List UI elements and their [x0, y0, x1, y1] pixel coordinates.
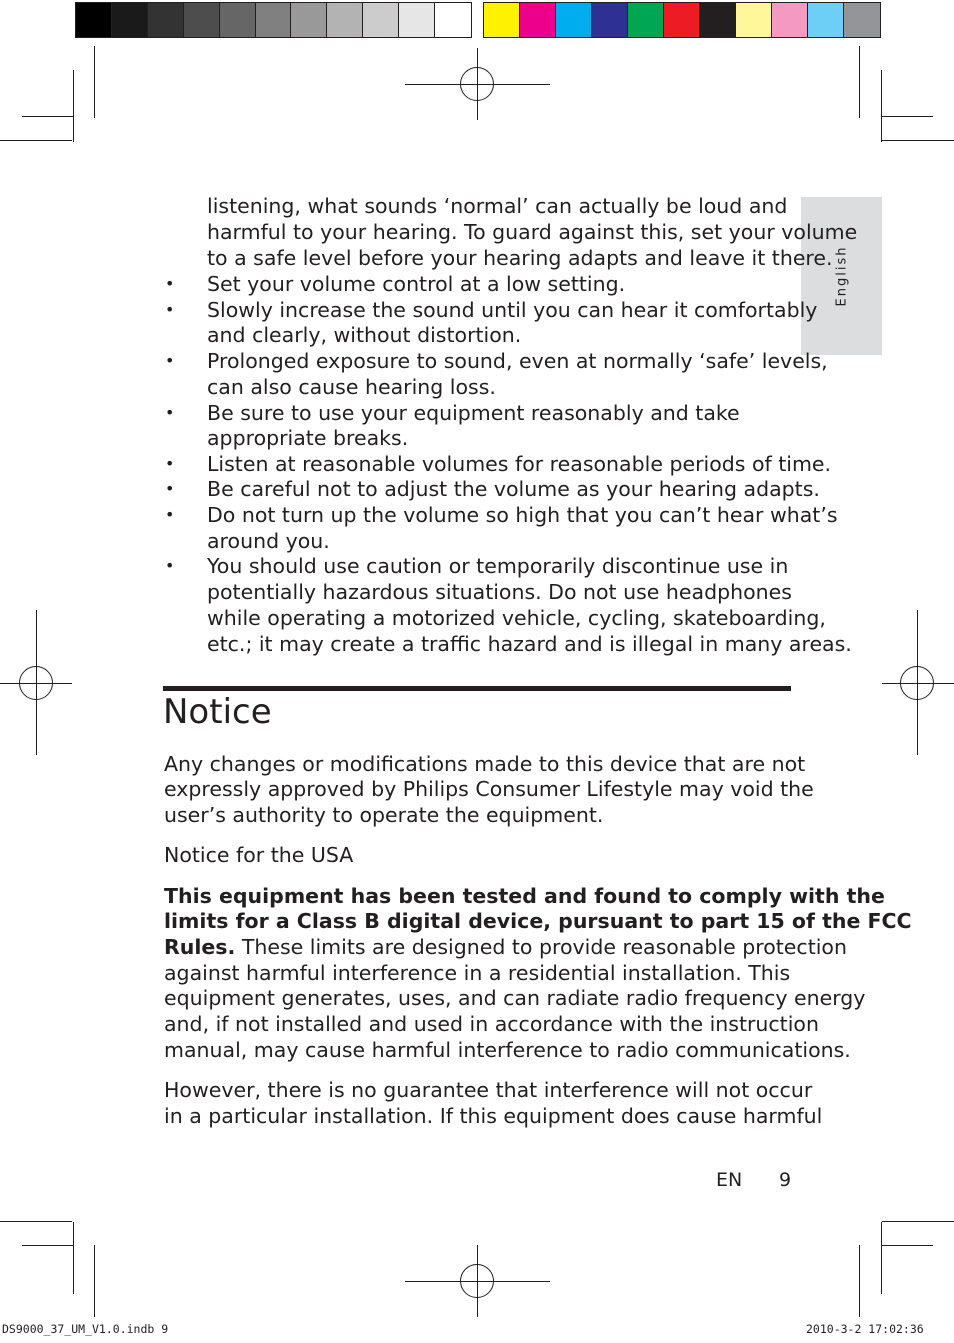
- crop-mark: [882, 1221, 954, 1222]
- body-text-line: user’s authority to operate the equipment.: [164, 803, 604, 827]
- calibration-swatch: [399, 3, 435, 37]
- footer-language-code: EN: [716, 1169, 743, 1191]
- bullet-text-line: etc.; it may create a traffic hazard and is illegal in many areas.: [207, 632, 852, 656]
- body-text-line: manual, may cause harmful interference to radio communications.: [164, 1038, 851, 1062]
- body-text-line: and, if not installed and used in accordance with the instruction: [164, 1012, 819, 1036]
- grayscale-calibration-bar: [75, 2, 472, 38]
- bullet-text-line: Prolonged exposure to sound, even at normally ‘safe’ levels,: [207, 349, 828, 373]
- body-text-line: expressly approved by Philips Consumer Lifestyle may void the: [164, 777, 814, 801]
- crop-mark: [881, 1222, 882, 1294]
- bullet-symbol: •: [165, 403, 175, 422]
- crop-mark: [94, 1245, 95, 1317]
- bold-text-line: limits for a Class B digital device, pursuant to part 15 of the FCC: [164, 909, 912, 933]
- crop-mark: [73, 70, 74, 142]
- bullet-text-line: Listen at reasonable volumes for reasonable periods of time.: [207, 452, 832, 476]
- crop-mark: [859, 1245, 860, 1317]
- calibration-swatch: [484, 3, 520, 37]
- calibration-swatch: [112, 3, 148, 37]
- calibration-swatch: [736, 3, 772, 37]
- color-calibration-bar: [483, 2, 881, 38]
- bullet-symbol: •: [165, 351, 175, 370]
- calibration-swatch: [291, 3, 327, 37]
- bold-text-span: Rules.: [164, 935, 236, 959]
- bullet-text-line: and clearly, without distortion.: [207, 323, 522, 347]
- bullet-text-line: potentially hazardous situations. Do not use headphones: [207, 580, 792, 604]
- bullet-text-line: can also cause hearing loss.: [207, 375, 496, 399]
- text-span: These limits are designed to provide reasonable protection: [235, 935, 847, 959]
- calibration-swatch: [592, 3, 628, 37]
- calibration-swatch: [628, 3, 664, 37]
- body-text-line: [164, 934, 847, 960]
- calibration-swatch: [184, 3, 220, 37]
- calibration-swatch: [435, 3, 471, 37]
- crop-mark: [859, 46, 860, 118]
- bullet-text-line: while operating a motorized vehicle, cycling, skateboarding,: [207, 606, 826, 630]
- body-text-line: However, there is no guarantee that interference will not occur: [164, 1078, 813, 1102]
- bullet-symbol: •: [165, 300, 175, 319]
- crop-mark: [73, 1222, 74, 1294]
- body-text-line: equipment generates, uses, and can radiate radio frequency energy: [164, 986, 866, 1010]
- body-text-line: to a safe level before your hearing adapts and leave it there.: [207, 246, 833, 270]
- calibration-swatch: [700, 3, 736, 37]
- print-slug-file: DS9000_37_UM_V1.0.indb 9: [2, 1322, 169, 1336]
- bullet-symbol: •: [165, 274, 175, 293]
- body-text-line: listening, what sounds ‘normal’ can actually be loud and: [207, 194, 788, 218]
- calibration-swatch: [148, 3, 184, 37]
- page-number: 9: [779, 1169, 792, 1191]
- bullet-text-line: around you.: [207, 529, 330, 553]
- body-text-line: Any changes or modifications made to this device that are not: [164, 752, 806, 776]
- registration-circle: [460, 67, 494, 101]
- crop-mark: [881, 116, 933, 117]
- body-text-line: against harmful interference in a residential installation. This: [164, 961, 791, 985]
- print-slug-datetime: 2010-3-2 17:02:36: [806, 1322, 924, 1336]
- crop-mark: [882, 140, 954, 141]
- bullet-symbol: •: [165, 479, 175, 498]
- crop-mark: [22, 116, 74, 117]
- calibration-swatch: [76, 3, 112, 37]
- crop-mark: [0, 1221, 72, 1222]
- bullet-text-line: Be sure to use your equipment reasonably and take: [207, 401, 740, 425]
- registration-circle: [900, 666, 934, 700]
- calibration-swatch: [220, 3, 256, 37]
- crop-mark: [22, 1245, 74, 1246]
- bullet-symbol: •: [165, 556, 175, 575]
- calibration-swatch: [808, 3, 844, 37]
- crop-mark: [94, 46, 95, 118]
- bullet-text-line: Slowly increase the sound until you can hear it comfortably: [207, 298, 818, 322]
- registration-circle: [460, 1264, 494, 1298]
- bullet-symbol: •: [165, 454, 175, 473]
- bullet-symbol: •: [165, 505, 175, 524]
- calibration-swatch: [327, 3, 363, 37]
- section-heading: Notice: [163, 692, 272, 732]
- bullet-text-line: Be careful not to adjust the volume as your hearing adapts.: [207, 477, 820, 501]
- registration-circle: [19, 666, 53, 700]
- crop-mark: [881, 70, 882, 142]
- bullet-text-line: You should use caution or temporarily discontinue use in: [207, 554, 789, 578]
- calibration-swatch: [363, 3, 399, 37]
- bold-text-line: This equipment has been tested and found to comply with the: [164, 884, 885, 908]
- calibration-swatch: [772, 3, 808, 37]
- bullet-text-line: Set your volume control at a low setting.: [207, 272, 626, 296]
- calibration-swatch: [556, 3, 592, 37]
- crop-mark: [881, 1245, 933, 1246]
- bullet-text-line: Do not turn up the volume so high that you can’t hear what’s: [207, 503, 838, 527]
- language-tab-label: English: [834, 245, 849, 307]
- body-text-line: in a particular installation. If this equipment does cause harmful: [164, 1104, 823, 1128]
- calibration-swatch: [520, 3, 556, 37]
- calibration-swatch: [664, 3, 700, 37]
- bullet-text-line: appropriate breaks.: [207, 426, 409, 450]
- calibration-swatch: [256, 3, 292, 37]
- subheading: Notice for the USA: [164, 843, 354, 867]
- crop-mark: [0, 140, 72, 141]
- calibration-swatch: [844, 3, 880, 37]
- body-text-line: harmful to your hearing. To guard against this, set your volume: [207, 220, 858, 244]
